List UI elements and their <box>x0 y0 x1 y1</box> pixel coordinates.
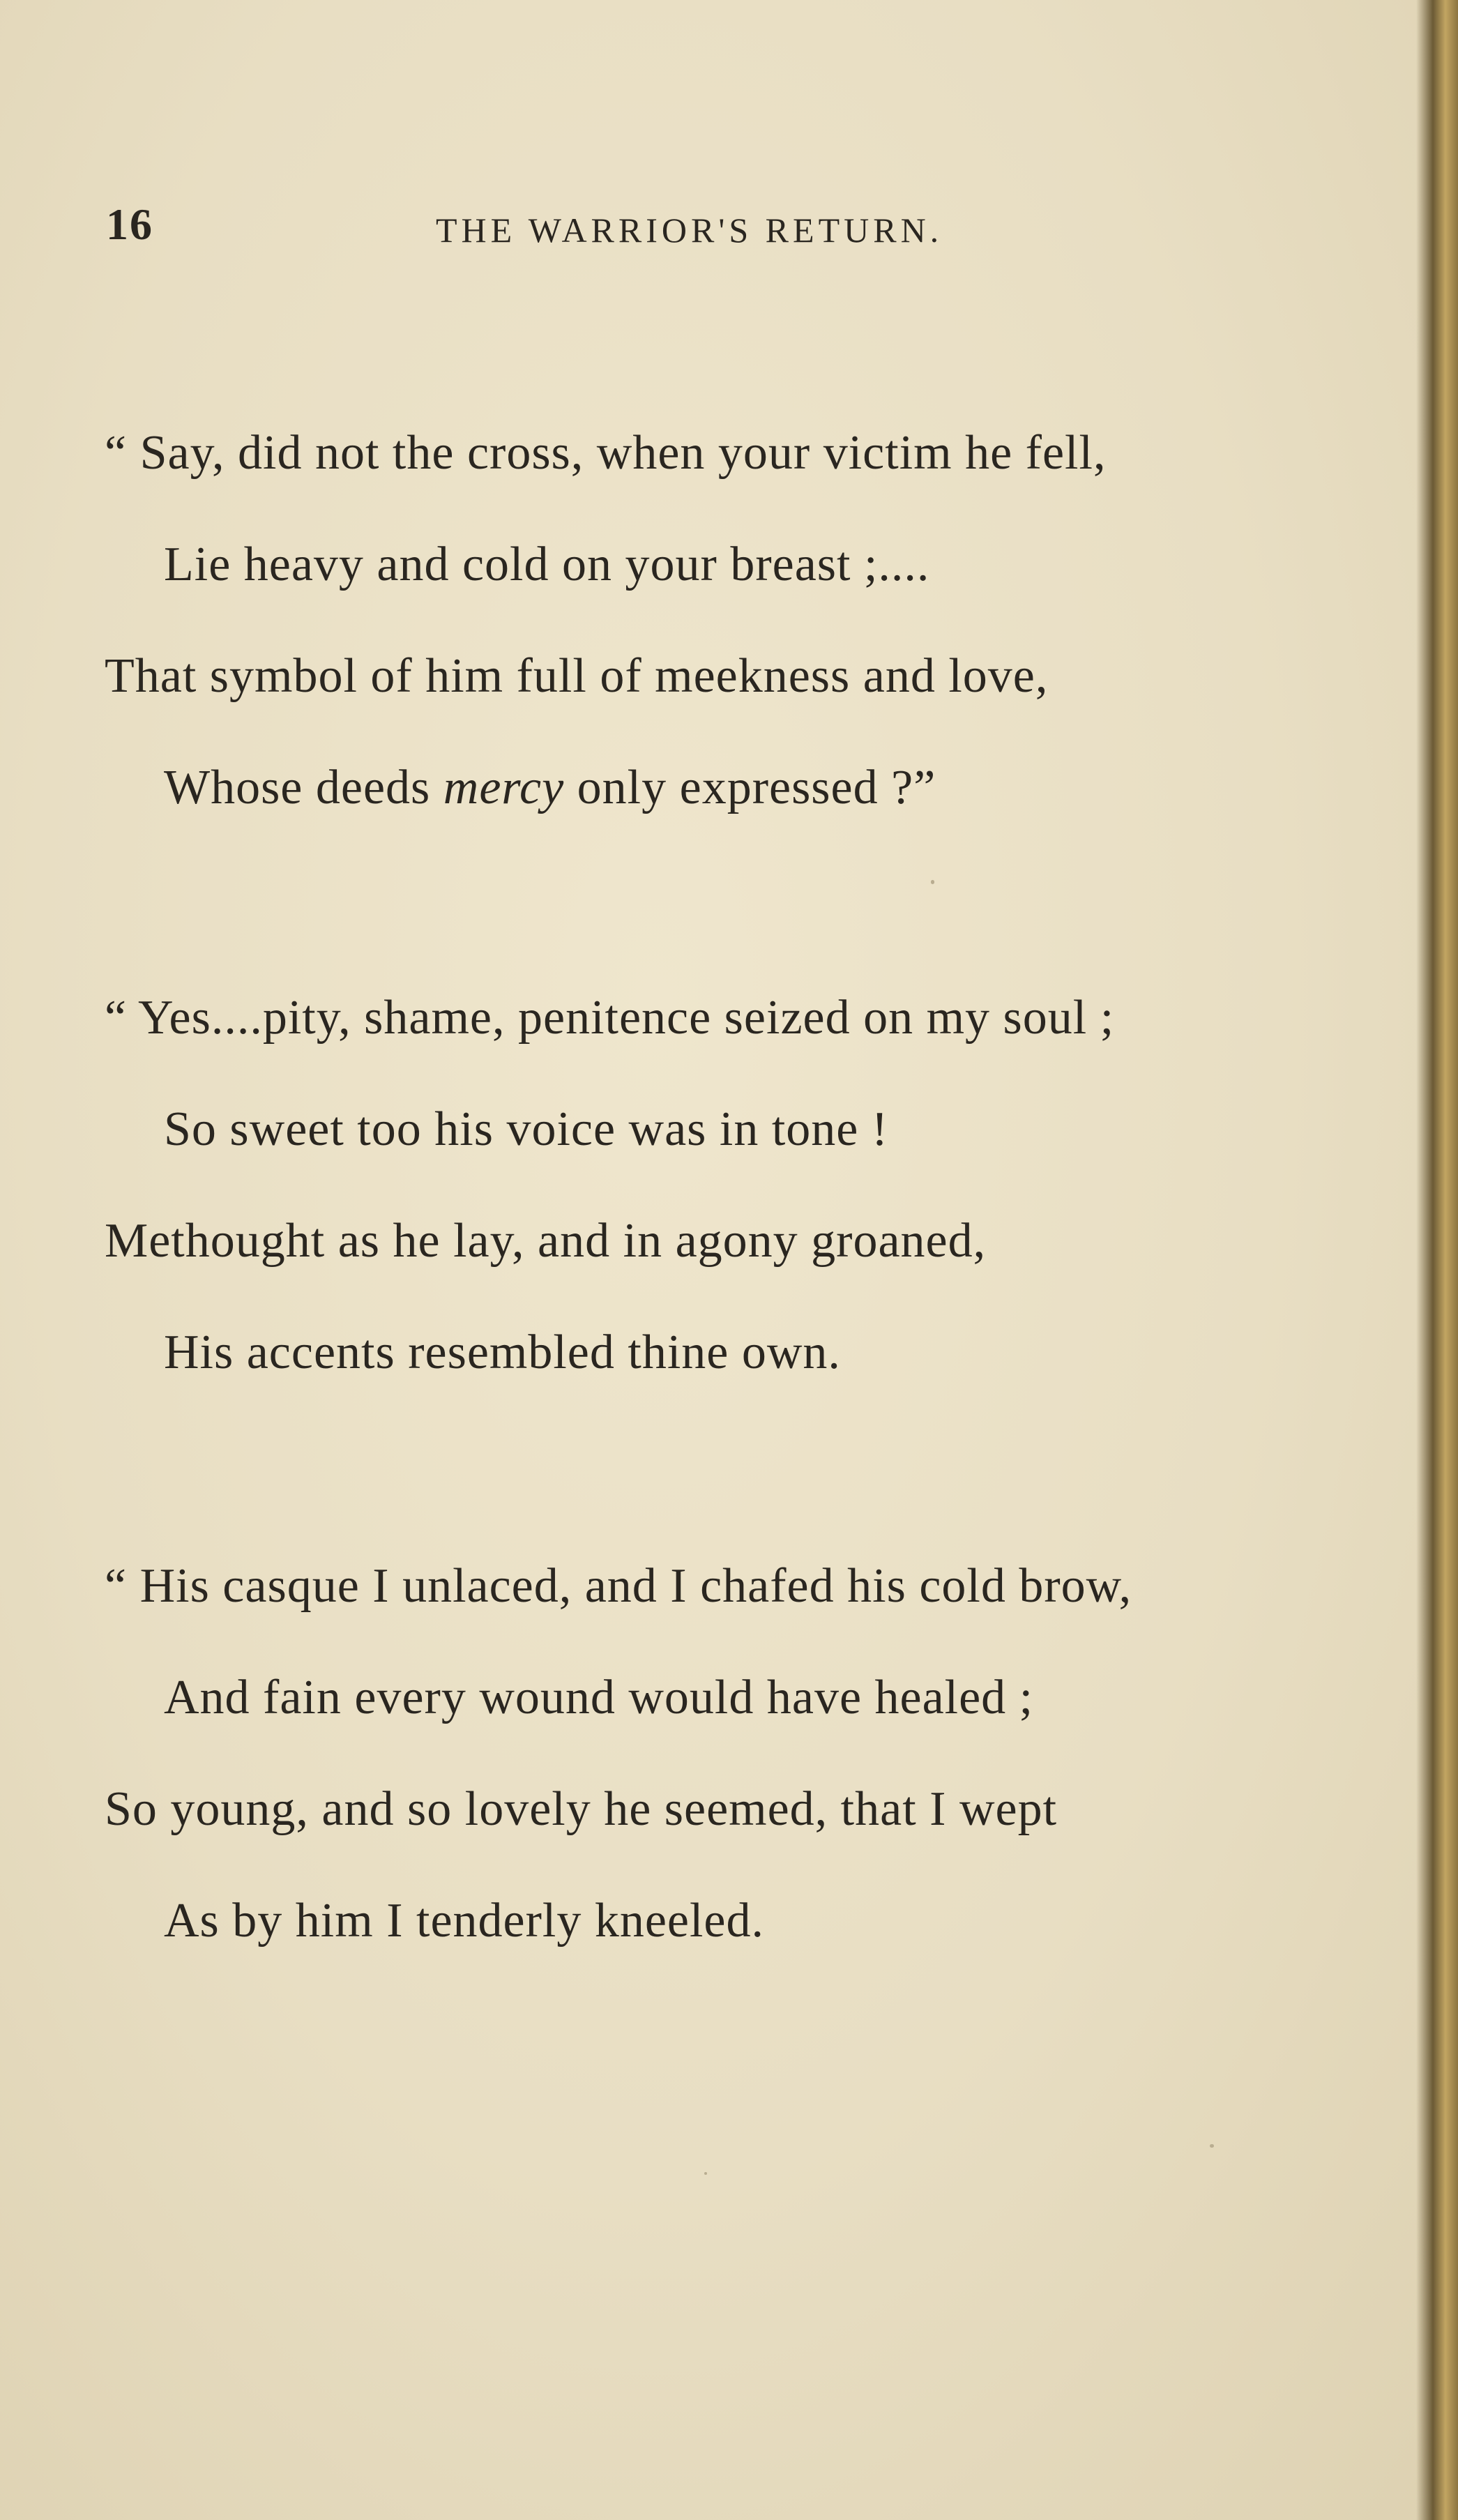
italic-emphasis: mercy <box>443 761 565 814</box>
paper-speck <box>704 2172 707 2175</box>
poem-line: So sweet too his voice was in tone ! <box>164 1102 889 1156</box>
poem-line: “ Yes....pity, shame, penitence seized on my soul ; <box>105 991 1115 1045</box>
poem-line: And fain every wound would have healed ; <box>164 1671 1034 1724</box>
poem-line: His accents resembled thine own. <box>164 1326 841 1379</box>
poem-line: Lie heavy and cold on your breast ;.... <box>164 538 930 591</box>
poem-line: “ Say, did not the cross, when your victim he fell, <box>105 426 1107 480</box>
poem-line: So young, and so lovely he seemed, that I wept <box>105 1782 1058 1836</box>
poem-line: Whose deeds mercy only expressed ?” <box>164 761 936 814</box>
poem-line: Methought as he lay, and in agony groaned, <box>105 1214 987 1268</box>
page-number: 16 <box>106 199 153 249</box>
running-title: THE WARRIOR'S RETURN. <box>436 211 943 250</box>
poem-line: As by him I tenderly kneeled. <box>164 1894 765 1948</box>
poem-line: That symbol of him full of meekness and love, <box>105 649 1049 703</box>
paper-speck <box>1210 2144 1214 2148</box>
page-header <box>0 199 1415 261</box>
page-binding-edge <box>1416 0 1458 2520</box>
paper-speck <box>931 880 934 884</box>
poem-line: “ His casque I unlaced, and I chafed his cold brow, <box>105 1559 1132 1613</box>
